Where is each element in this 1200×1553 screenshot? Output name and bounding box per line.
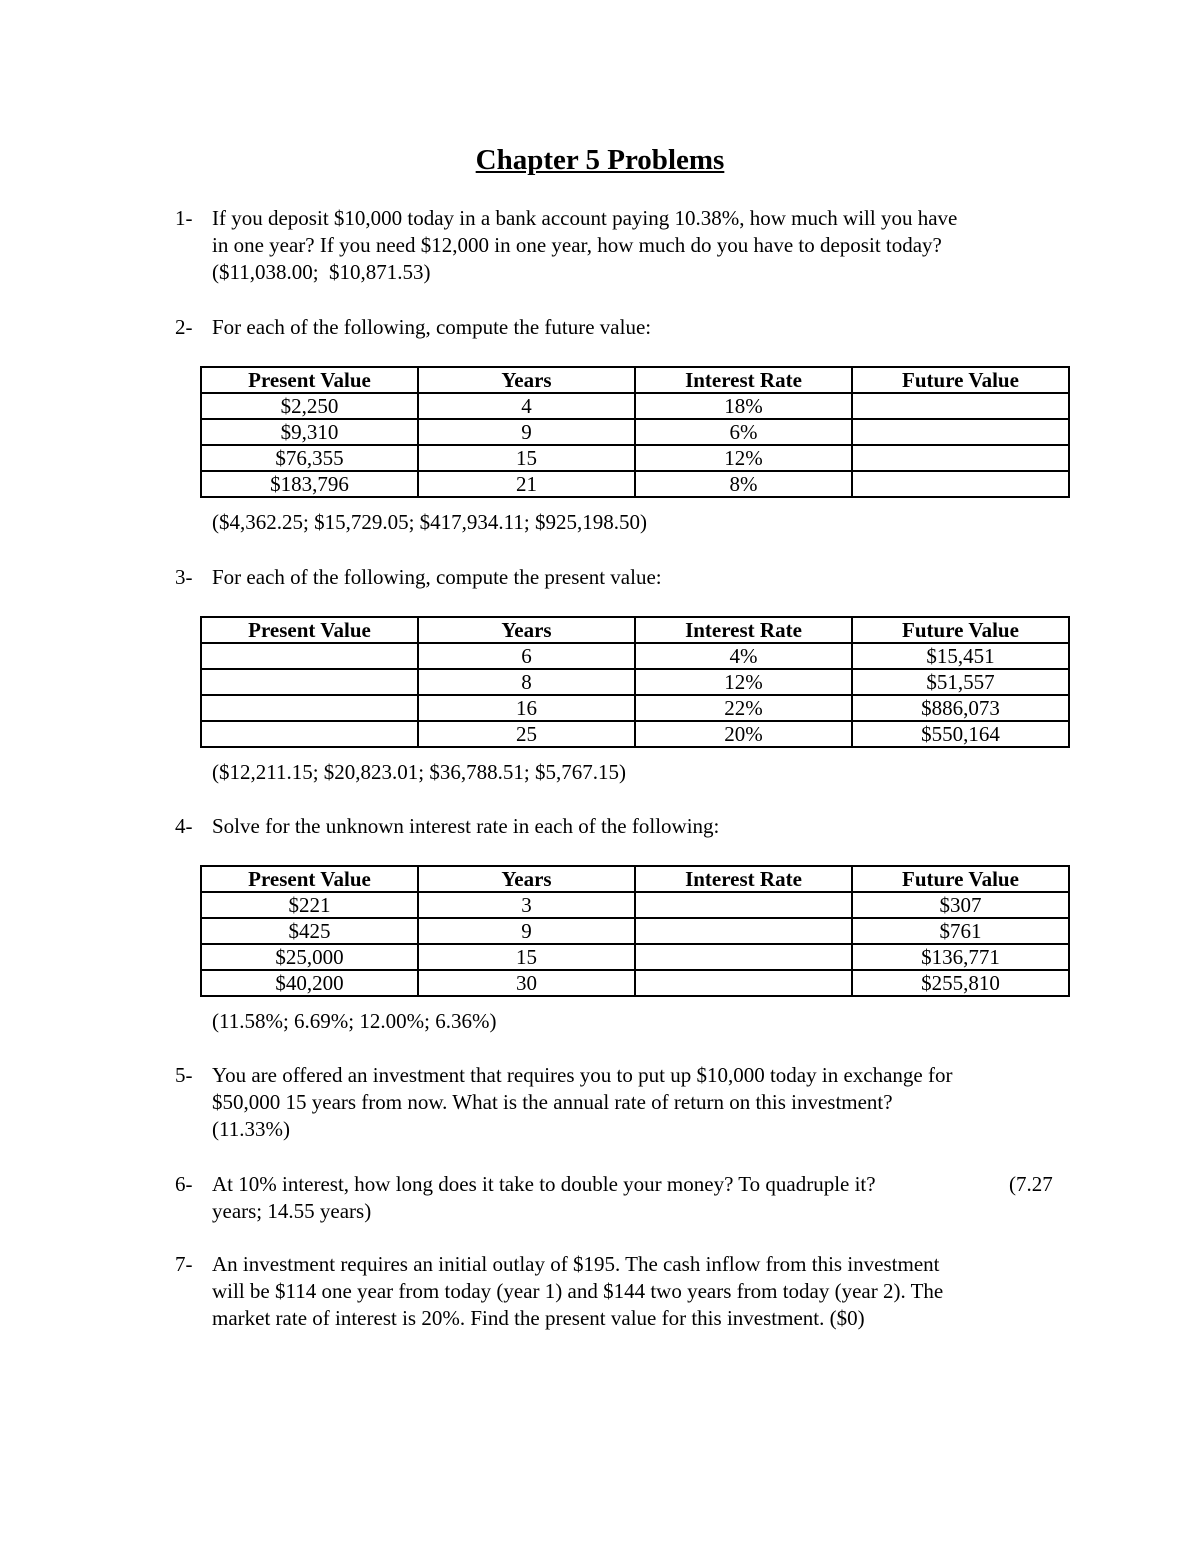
table-cell: 4 [418, 393, 635, 419]
answer-text: ($12,211.15; $20,823.01; $36,788.51; $5,767.15) [212, 760, 626, 784]
table-cell: 25 [418, 721, 635, 747]
table-row [201, 419, 1069, 445]
table-row [201, 944, 1069, 970]
table-cell: $136,771 [852, 944, 1069, 970]
table-cell: $886,073 [852, 695, 1069, 721]
question-line [212, 1171, 1075, 1198]
table-cell [852, 419, 1069, 445]
present-value-table [200, 616, 1070, 748]
table-cell: 9 [418, 419, 635, 445]
question-number: 3- [175, 565, 193, 589]
table-cell: $40,200 [201, 970, 418, 996]
table-header-row [201, 617, 1069, 643]
table-cell: 8 [418, 669, 635, 695]
table-cell: 21 [418, 471, 635, 497]
answer-text: ($11,038.00; $10,871.53) [212, 260, 431, 284]
column-header: Future Value [852, 617, 1069, 643]
table-header-row [201, 367, 1069, 393]
question-line: An investment requires an initial outlay of $195. The cash inflow from this investment [212, 1252, 940, 1276]
interest-rate-table [200, 865, 1070, 997]
table-cell: 30 [418, 970, 635, 996]
table-row [201, 393, 1069, 419]
column-header: Interest Rate [635, 617, 852, 643]
table-cell: 18% [635, 393, 852, 419]
column-header: Future Value [852, 866, 1069, 892]
answer-text: (11.58%; 6.69%; 12.00%; 6.36%) [212, 1009, 497, 1033]
question-number: 1- [175, 206, 193, 230]
table-cell [635, 892, 852, 918]
table-cell: $425 [201, 918, 418, 944]
question-text: For each of the following, compute the future value: [212, 315, 652, 339]
column-header: Years [418, 617, 635, 643]
table-cell [201, 643, 418, 669]
question-6 [175, 1171, 1075, 1225]
table-cell: 16 [418, 695, 635, 721]
table-cell [201, 721, 418, 747]
column-header: Present Value [201, 866, 418, 892]
answer-text: ($4,362.25; $15,729.05; $417,934.11; $925,198.50) [212, 510, 647, 534]
table-cell [635, 944, 852, 970]
table-row [201, 669, 1069, 695]
table-row [201, 643, 1069, 669]
column-header: Future Value [852, 367, 1069, 393]
question-1 [175, 205, 1075, 286]
column-header: Interest Rate [635, 367, 852, 393]
question-number: 5- [175, 1063, 193, 1087]
table-row [201, 721, 1069, 747]
question-5 [175, 1062, 1075, 1143]
question-number: 2- [175, 315, 193, 339]
question-4 [175, 813, 1075, 840]
table-cell [852, 445, 1069, 471]
table-cell: 15 [418, 445, 635, 471]
table-cell: 6% [635, 419, 852, 445]
table-cell: $15,451 [852, 643, 1069, 669]
answer-text: (7.27 [1009, 1172, 1053, 1196]
table-cell: $76,355 [201, 445, 418, 471]
question-text: For each of the following, compute the present value: [212, 565, 662, 589]
table-cell: $9,310 [201, 419, 418, 445]
column-header: Years [418, 367, 635, 393]
table-cell [852, 393, 1069, 419]
table-cell: $550,164 [852, 721, 1069, 747]
question-3 [175, 564, 1075, 591]
question-line: You are offered an investment that requires you to put up $10,000 today in exchange for [212, 1063, 953, 1087]
column-header: Present Value [201, 617, 418, 643]
question-7 [175, 1251, 1075, 1332]
table-row [201, 970, 1069, 996]
table-cell [635, 970, 852, 996]
question-text: Solve for the unknown interest rate in each of the following: [212, 814, 720, 838]
future-value-table [200, 366, 1070, 498]
table-cell: $25,000 [201, 944, 418, 970]
table-cell: 6 [418, 643, 635, 669]
table-cell: $51,557 [852, 669, 1069, 695]
question-line: market rate of interest is 20%. Find the present value for this investment. ($0) [212, 1306, 865, 1330]
table-cell: 8% [635, 471, 852, 497]
table-cell: $221 [201, 892, 418, 918]
table-row [201, 445, 1069, 471]
table-cell: 4% [635, 643, 852, 669]
question-line: If you deposit $10,000 today in a bank account paying 10.38%, how much will you have [212, 206, 958, 230]
table-cell [201, 669, 418, 695]
table-cell: 22% [635, 695, 852, 721]
column-header: Years [418, 866, 635, 892]
table-cell: 20% [635, 721, 852, 747]
table-row [201, 471, 1069, 497]
table-cell: $183,796 [201, 471, 418, 497]
question-number: 4- [175, 814, 193, 838]
table-header-row [201, 866, 1069, 892]
table-cell [201, 695, 418, 721]
table-cell: 9 [418, 918, 635, 944]
table-cell: $761 [852, 918, 1069, 944]
table-cell: 15 [418, 944, 635, 970]
question-line: $50,000 15 years from now. What is the annual rate of return on this investment? [212, 1090, 893, 1114]
table-row [201, 918, 1069, 944]
table-cell: $255,810 [852, 970, 1069, 996]
question-number: 6- [175, 1172, 193, 1196]
table-cell: $307 [852, 892, 1069, 918]
table-cell: $2,250 [201, 393, 418, 419]
table-row [201, 892, 1069, 918]
table-row [201, 695, 1069, 721]
question-2 [175, 314, 1075, 341]
table-cell: 3 [418, 892, 635, 918]
table-cell: 12% [635, 669, 852, 695]
answer-text: (11.33%) [212, 1117, 290, 1141]
column-header: Interest Rate [635, 866, 852, 892]
table-cell [852, 471, 1069, 497]
question-number: 7- [175, 1252, 193, 1276]
question-line: will be $114 one year from today (year 1) and $144 two years from today (year 2). The [212, 1279, 944, 1303]
table-cell [635, 918, 852, 944]
column-header: Present Value [201, 367, 418, 393]
question-line: in one year? If you need $12,000 in one year, how much do you have to deposit today? [212, 233, 942, 257]
question-text: At 10% interest, how long does it take to double your money? To quadruple it? [212, 1172, 876, 1196]
page-title: Chapter 5 Problems [475, 144, 725, 176]
table-cell: 12% [635, 445, 852, 471]
answer-text: years; 14.55 years) [212, 1199, 372, 1223]
